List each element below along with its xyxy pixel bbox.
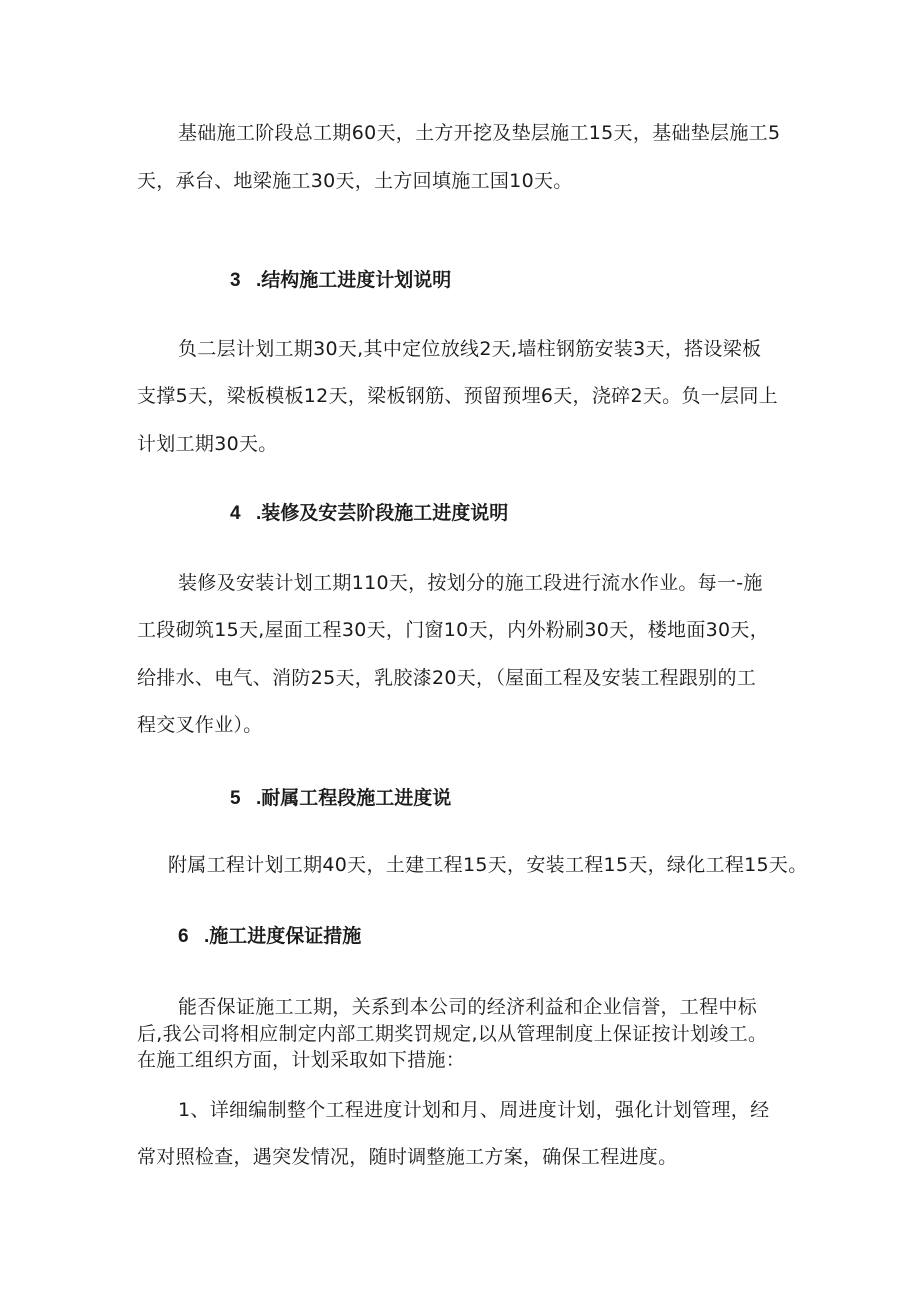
paragraph-line: 能否保证施工工期，关系到本公司的经济利益和企业信誉，工程中标 — [178, 996, 758, 1018]
section-heading-6 — [178, 924, 361, 950]
heading-title: .结构施工进度计划说明 — [256, 270, 452, 291]
section-heading-3 — [230, 268, 451, 294]
heading-number: 3 — [230, 270, 241, 291]
paragraph-line: 天，承台、地梁施工30天，土方回填施工国10天。 — [137, 170, 573, 192]
paragraph-line: 基础施工阶段总工期60天，土方开挖及垫层施工15天，基础垫层施工5 — [178, 122, 781, 144]
heading-number: 4 — [230, 503, 241, 524]
heading-title: .耐属工程段施工进度说 — [256, 788, 452, 809]
section-heading-4 — [230, 501, 508, 527]
paragraph-line: 常对照检查，遇突发情况，随时调整施工方案，确保工程进度。 — [137, 1146, 678, 1168]
section-heading-5 — [230, 786, 451, 812]
paragraph-line: 支撑5天，梁板模板12天，梁板钢筋、预留预埋6天，浇碎2天。负一层同上 — [137, 385, 778, 407]
heading-title: .装修及安芸阶段施工进度说明 — [256, 503, 509, 524]
heading-title: .施工进度保证措施 — [204, 926, 362, 947]
paragraph-line: 在施工组织方面，计划采取如下措施： — [137, 1049, 466, 1071]
paragraph-line: 附属工程计划工期40天，土建工程15天，安装工程15天，绿化工程15天。 — [168, 854, 808, 876]
paragraph-line: 计划工期30天。 — [137, 433, 278, 455]
paragraph-line: 工段砌筑15天,屋面工程30天，门窗10天，内外粉刷30天，楼地面30天， — [137, 619, 770, 641]
paragraph-line: 后,我公司将相应制定内部工期奖罚规定,以从管理制度上保证按计划竣工。 — [137, 1023, 768, 1045]
heading-number: 6 — [178, 926, 189, 947]
heading-number: 5 — [230, 788, 241, 809]
paragraph-line: 装修及安装计划工期110天，按划分的施工段进行流水作业。每一-施 — [178, 572, 763, 594]
paragraph-line: 程交叉作业）。 — [137, 714, 263, 736]
paragraph-line: 给排水、电气、消防25天，乳胶漆20天，（屋面工程及安装工程跟别的工 — [137, 667, 757, 689]
paragraph-line: 负二层计划工期30天,其中定位放线2天,墙柱钢筋安装3天，搭设梁板 — [178, 338, 762, 360]
paragraph-line: 1、详细编制整个工程进度计划和月、周进度计划，强化计划管理，经 — [178, 1099, 770, 1121]
